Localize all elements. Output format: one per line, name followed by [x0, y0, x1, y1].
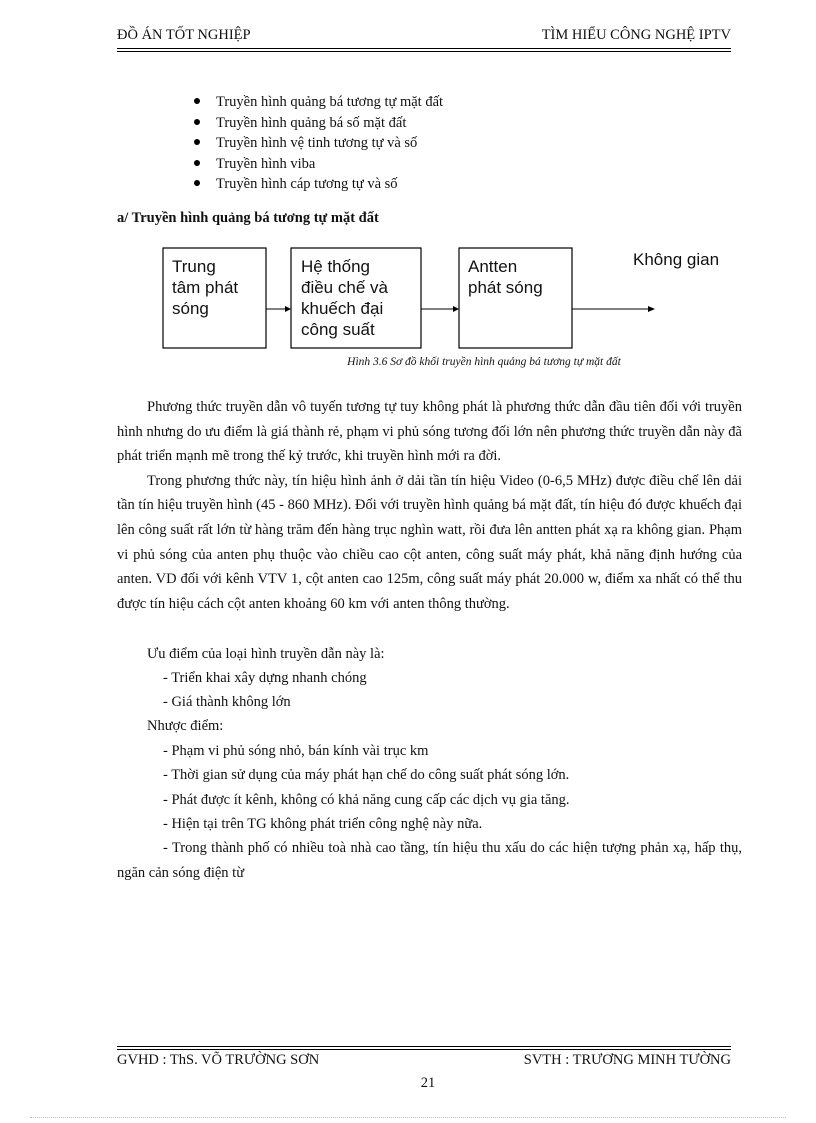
header-right-title: TÌM HIỂU CÔNG NGHỆ IPTV	[541, 27, 731, 43]
advantage-item: - Giá thành không lớn	[163, 694, 291, 710]
arrow-2-head	[453, 306, 459, 312]
block-antenna-label: Antten phát sóng	[468, 257, 543, 297]
list-item: Truyền hình vệ tinh tương tự và số	[190, 133, 443, 154]
list-item: Truyền hình cáp tương tự và số	[190, 174, 443, 195]
disadvantages-title: Nhược điểm:	[147, 718, 224, 734]
bullet-icon	[194, 98, 200, 104]
disadvantage-item: - Hiện tại trên TG không phát triển công nghệ này nữa.	[163, 816, 483, 832]
page-bottom-dotted-line	[30, 1117, 786, 1118]
arrow-3-head	[648, 306, 655, 312]
footer-student: SVTH : TRƯƠNG MINH TƯỜNG	[523, 1052, 731, 1068]
advantage-item: - Triển khai xây dựng nhanh chóng	[163, 670, 367, 686]
page-number: 21	[420, 1075, 436, 1091]
page-header	[117, 27, 731, 49]
footer-supervisor: GVHD : ThS. VÕ TRƯỜNG SƠN	[117, 1052, 320, 1068]
bullet-icon	[194, 139, 200, 145]
output-space-label: Không gian	[633, 250, 720, 269]
advantages-title: Ưu điểm của loại hình truyền dẫn này là:	[147, 646, 385, 662]
tv-type-list	[190, 92, 443, 195]
list-item: Truyền hình quảng bá số mặt đất	[190, 113, 443, 134]
header-left-title: ĐỒ ÁN TỐT NGHIỆP	[117, 27, 251, 43]
footer-rule	[117, 1046, 731, 1050]
bullet-icon	[194, 180, 200, 186]
block-modulation-amplifier-label: Hệ thống điều chế và khuếch đại công suất	[301, 257, 388, 339]
paragraph-2: Trong phương thức này, tín hiệu hình ảnh ở dải tần tín hiệu Video (0-6,5 MHz) được điều chế lên dải tần tín hiệu truyền hình (45 - 860 MHz). Đối với truyền hình quảng bá mặt đất, tín hiệu đó được khuếch đại lên công suất rất lớn từ hàng trăm đến hàng trục nghìn watt, rồi đưa lên antten phát xạ ra không gian. Phạm vi phủ sóng của anten phụ thuộc vào chiều cao cột anten, công suất máy phát, khả năng định hướng của anten. VD đối với kênh VTV 1, cột anten cao 125m, công suất máy phát 20.000 w, điểm xa nhất có thể thu được tín hiệu cách cột anten khoảng 60 km với anten thông thường.	[117, 472, 742, 612]
arrow-1-head	[285, 306, 291, 312]
body-paragraphs	[117, 395, 742, 616]
list-item: Truyền hình quảng bá tương tự mặt đất	[190, 92, 443, 113]
disadvantage-item: - Thời gian sử dụng của máy phát hạn chế do công suất phát sóng lớn.	[163, 767, 570, 783]
disadvantage-item: - Phát được ít kênh, không có khả năng cung cấp các dịch vụ gia tăng.	[163, 792, 570, 808]
section-subheading: a/ Truyền hình quảng bá tương tự mặt đất	[117, 210, 379, 226]
bullet-icon	[194, 119, 200, 125]
disadvantage-last-block	[117, 836, 742, 885]
figure-caption: Hình 3.6 Sơ đồ khối truyền hình quảng bá tương tự mặt đất	[347, 356, 621, 368]
block-transmit-center-label: Trung tâm phát sóng	[172, 257, 239, 318]
paragraph-1: Phương thức truyền dẫn vô tuyến tương tự tuy không phát là phương thức dẫn đầu tiên đối với truyền hình nhưng do ưu điểm là giá thành rẻ, phạm vi phủ sóng tương đối lớn nên phương thức truyền dẫn này đã phát triển mạnh mẽ trong thế kỷ trước, khi truyền hình mới ra đời.	[117, 399, 742, 465]
disadvantage-item: - Phạm vi phủ sóng nhỏ, bán kính vài trục km	[163, 743, 429, 759]
bullet-icon	[194, 160, 200, 166]
disadvantage-item: - Trong thành phố có nhiều toà nhà cao tầng, tín hiệu thu xấu do các hiện tượng phản xạ, hấp thụ, ngăn cản sóng điện từ	[117, 840, 742, 881]
list-item: Truyền hình viba	[190, 154, 443, 175]
header-rule	[117, 48, 731, 52]
